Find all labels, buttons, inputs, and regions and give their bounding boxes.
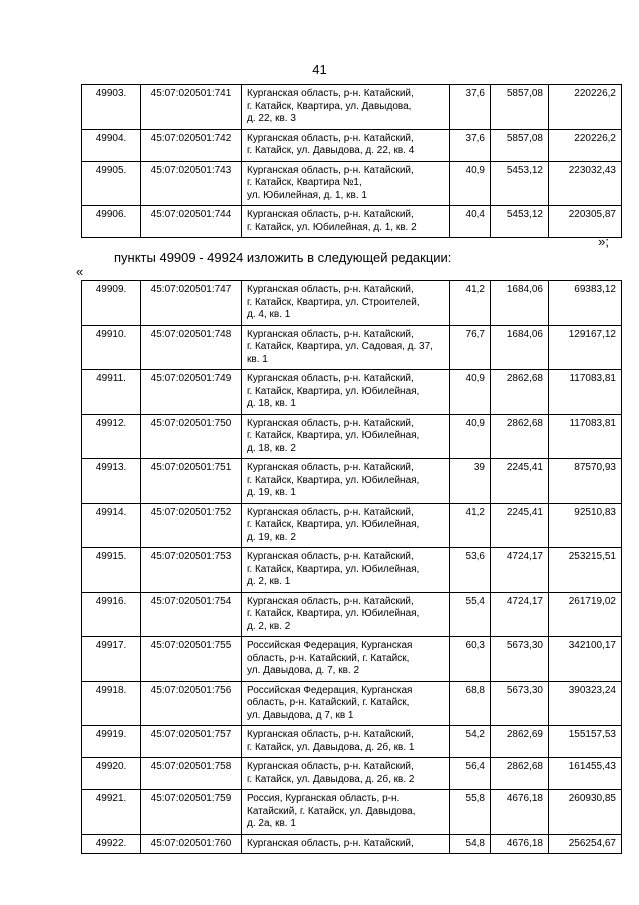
address-line: Россия, Курганская область, р-н. [247, 793, 400, 804]
cadastral-number-cell: 45:07:020501:748 [141, 325, 242, 370]
unit-price-cell: 2245,41 [491, 503, 549, 548]
address-line: Курганская область, р-н. Катайский, [247, 328, 414, 340]
address-line: г. Катайск, ул. Давыдова, д. 2б, кв. 2 [247, 773, 415, 785]
address-line: ул. Давыдова, д 7, кв 1 [247, 709, 354, 721]
area-cell: 37,6 [450, 129, 491, 161]
table-row [82, 834, 622, 854]
cadastral-value-cell: 223032,43 [549, 161, 622, 206]
area-cell: 37,6 [450, 85, 491, 130]
cadastral-number-cell: 45:07:020501:756 [141, 681, 242, 726]
address-line: д. 2а, кв. 1 [247, 818, 296, 829]
address-line: г. Катайск, Квартира, ул. Садовая, д. 37, [247, 341, 433, 352]
address-cell [242, 85, 450, 130]
item-number-cell: 49912. [82, 414, 141, 459]
address-cell [242, 637, 450, 682]
item-number-cell: 49909. [82, 281, 141, 326]
address-line: г. Катайск, Квартира, ул. Давыдова, [247, 100, 412, 112]
table-row [82, 206, 622, 238]
unit-price-cell: 1684,06 [491, 281, 549, 326]
address-line: г. Катайск, Квартира, ул. Юбилейная, [247, 385, 420, 397]
item-number-cell: 49918. [82, 681, 141, 726]
address-cell [242, 758, 450, 790]
table-row [82, 726, 622, 758]
unit-price-cell: 2245,41 [491, 459, 549, 504]
cadastral-number-cell: 45:07:020501:744 [141, 206, 242, 238]
address-line: д. 18, кв. 2 [247, 442, 296, 454]
item-number-cell: 49915. [82, 548, 141, 593]
address-line: Курганская область, р-н. Катайский, [247, 462, 414, 473]
opening-quote: « [76, 264, 84, 279]
area-cell: 40,9 [450, 161, 491, 206]
item-number-cell: 49916. [82, 592, 141, 637]
area-cell: 56,4 [450, 758, 491, 790]
address-cell [242, 459, 450, 504]
cadastral-number-cell: 45:07:020501:758 [141, 758, 242, 790]
address-line: г. Катайск, Квартира №1, [247, 177, 362, 188]
cadastral-value-cell: 220226,2 [549, 129, 622, 161]
table-row [82, 161, 622, 206]
cadastral-value-cell: 161455,43 [549, 758, 622, 790]
address-line: г. Катайск, Квартира, ул. Строителей, [247, 296, 420, 308]
address-cell [242, 325, 450, 370]
address-line: Курганская область, р-н. Катайский, [247, 551, 414, 562]
table-row [82, 758, 622, 790]
area-cell: 60,3 [450, 637, 491, 682]
unit-price-cell: 5857,08 [491, 129, 549, 161]
cadastral-number-cell: 45:07:020501:754 [141, 592, 242, 637]
unit-price-cell: 5857,08 [491, 85, 549, 130]
address-cell [242, 370, 450, 415]
unit-price-cell: 2862,68 [491, 414, 549, 459]
unit-price-cell: 4724,17 [491, 592, 549, 637]
address-line: Курганская область, р-н. Катайский, [247, 88, 414, 99]
area-cell: 54,8 [450, 834, 491, 854]
cadastral-number-cell: 45:07:020501:757 [141, 726, 242, 758]
address-line: Курганская область, р-н. Катайский, [247, 417, 414, 429]
cadastral-value-cell: 220226,2 [549, 85, 622, 130]
address-cell [242, 206, 450, 238]
item-number-cell: 49913. [82, 459, 141, 504]
area-cell: 40,9 [450, 370, 491, 415]
cadastral-number-cell: 45:07:020501:759 [141, 790, 242, 835]
cadastral-number-cell: 45:07:020501:742 [141, 129, 242, 161]
address-line: Курганская область, р-н. Катайский, [247, 729, 414, 740]
area-cell: 55,4 [450, 592, 491, 637]
address-line: г. Катайск, Квартира, ул. Юбилейная, [247, 474, 420, 486]
unit-price-cell: 4724,17 [491, 548, 549, 593]
table-row [82, 790, 622, 835]
cadastral-value-cell: 87570,93 [549, 459, 622, 504]
item-number-cell: 49905. [82, 161, 141, 206]
unit-price-cell: 5453,12 [491, 161, 549, 206]
cadastral-number-cell: 45:07:020501:751 [141, 459, 242, 504]
cadastral-value-cell: 220305,87 [549, 206, 622, 238]
area-cell: 68,8 [450, 681, 491, 726]
address-line: ул. Давыдова, д. 7, кв. 2 [247, 665, 360, 676]
address-line: д. 4, кв. 1 [247, 309, 291, 320]
cadastral-value-cell: 342100,17 [549, 637, 622, 682]
table-row [82, 325, 622, 370]
cadastral-value-cell: 390323,24 [549, 681, 622, 726]
item-number-cell: 49910. [82, 325, 141, 370]
table-row [82, 370, 622, 415]
address-line: Курганская область, р-н. Катайский, [247, 595, 414, 607]
address-line: г. Катайск, Квартира, ул. Юбилейная, [247, 563, 420, 575]
address-line: д. 18, кв. 1 [247, 398, 296, 409]
unit-price-cell: 2862,68 [491, 758, 549, 790]
cadastral-number-cell: 45:07:020501:741 [141, 85, 242, 130]
unit-price-cell: 4676,18 [491, 790, 549, 835]
area-cell: 76,7 [450, 325, 491, 370]
cadastral-number-cell: 45:07:020501:747 [141, 281, 242, 326]
cadastral-value-cell: 129167,12 [549, 325, 622, 370]
table-row [82, 548, 622, 593]
table-row [82, 459, 622, 504]
address-line: д. 19, кв. 1 [247, 487, 296, 498]
area-cell: 41,2 [450, 503, 491, 548]
cadastral-number-cell: 45:07:020501:749 [141, 370, 242, 415]
item-number-cell: 49906. [82, 206, 141, 238]
item-number-cell: 49911. [82, 370, 141, 415]
address-line: г. Катайск, ул. Давыдова, д. 2б, кв. 1 [247, 741, 415, 753]
table-row [82, 503, 622, 548]
table-row [82, 85, 622, 130]
address-cell [242, 414, 450, 459]
item-number-cell: 49920. [82, 758, 141, 790]
unit-price-cell: 5673,30 [491, 681, 549, 726]
cadastral-number-cell: 45:07:020501:753 [141, 548, 242, 593]
address-line: кв. 1 [247, 353, 268, 365]
item-number-cell: 49922. [82, 834, 141, 854]
cadastral-value-cell: 260930,85 [549, 790, 622, 835]
address-line: область, р-н. Катайский, г. Катайск, [247, 652, 410, 664]
address-line: Курганская область, р-н. Катайский, [247, 837, 414, 849]
area-cell: 41,2 [450, 281, 491, 326]
cadastral-value-cell: 117083,81 [549, 414, 622, 459]
address-line: Курганская область, р-н. Катайский, [247, 164, 414, 176]
unit-price-cell: 2862,68 [491, 370, 549, 415]
item-number-cell: 49917. [82, 637, 141, 682]
amendment-instruction: пункты 49909 - 49924 изложить в следующей редакции: [114, 250, 452, 265]
address-line: Курганская область, р-н. Катайский, [247, 761, 414, 772]
cadastral-value-cell: 256254,67 [549, 834, 622, 854]
address-line: г. Катайск, Квартира, ул. Юбилейная, [247, 608, 420, 619]
cadastral-value-cell: 69383,12 [549, 281, 622, 326]
unit-price-cell: 4676,18 [491, 834, 549, 854]
item-number-cell: 49904. [82, 129, 141, 161]
address-line: г. Катайск, Квартира, ул. Юбилейная, [247, 519, 420, 530]
address-cell [242, 592, 450, 637]
address-line: г. Катайск, ул. Давыдова, д. 22, кв. 4 [247, 145, 415, 156]
table-row [82, 592, 622, 637]
address-cell [242, 129, 450, 161]
address-line: Курганская область, р-н. Катайский, [247, 132, 414, 144]
table-row [82, 129, 622, 161]
cadastral-value-cell: 92510,83 [549, 503, 622, 548]
table-body [82, 85, 622, 238]
address-line: Российская Федерация, Курганская [247, 684, 413, 696]
cadastral-number-cell: 45:07:020501:755 [141, 637, 242, 682]
address-cell [242, 790, 450, 835]
cadastral-number-cell: 45:07:020501:743 [141, 161, 242, 206]
table-row [82, 281, 622, 326]
address-line: Российская Федерация, Курганская [247, 640, 413, 651]
property-table-top [81, 84, 622, 238]
table-row [82, 637, 622, 682]
address-cell [242, 503, 450, 548]
cadastral-number-cell: 45:07:020501:752 [141, 503, 242, 548]
area-cell: 40,4 [450, 206, 491, 238]
table-row [82, 681, 622, 726]
address-line: Катайский, г. Катайск, ул. Давыдова, [247, 805, 416, 817]
unit-price-cell: 5453,12 [491, 206, 549, 238]
address-cell [242, 726, 450, 758]
item-number-cell: 49903. [82, 85, 141, 130]
cadastral-value-cell: 155157,53 [549, 726, 622, 758]
address-cell [242, 548, 450, 593]
address-line: г. Катайск, ул. Юбилейная, д. 1, кв. 2 [247, 221, 417, 233]
address-line: область, р-н. Катайский, г. Катайск, [247, 697, 410, 708]
address-line: д. 22, кв. 3 [247, 113, 296, 124]
table-row [82, 414, 622, 459]
area-cell: 54,2 [450, 726, 491, 758]
unit-price-cell: 2862,69 [491, 726, 549, 758]
item-number-cell: 49914. [82, 503, 141, 548]
address-line: Курганская область, р-н. Катайский, [247, 373, 414, 384]
area-cell: 53,6 [450, 548, 491, 593]
area-cell: 55,8 [450, 790, 491, 835]
address-line: д. 19, кв. 2 [247, 531, 296, 543]
item-number-cell: 49921. [82, 790, 141, 835]
cadastral-value-cell: 253215,51 [549, 548, 622, 593]
property-table-bottom [81, 280, 622, 854]
cadastral-value-cell: 261719,02 [549, 592, 622, 637]
address-cell [242, 681, 450, 726]
address-line: д. 2, кв. 1 [247, 576, 291, 587]
area-cell: 39 [450, 459, 491, 504]
cadastral-number-cell: 45:07:020501:760 [141, 834, 242, 854]
address-cell [242, 161, 450, 206]
table-body [82, 281, 622, 854]
unit-price-cell: 5673,30 [491, 637, 549, 682]
address-cell [242, 281, 450, 326]
address-line: ул. Юбилейная, д. 1, кв. 1 [247, 189, 367, 201]
address-line: д. 2, кв. 2 [247, 620, 291, 632]
cadastral-number-cell: 45:07:020501:750 [141, 414, 242, 459]
item-number-cell: 49919. [82, 726, 141, 758]
address-line: г. Катайск, Квартира, ул. Юбилейная, [247, 430, 420, 441]
address-line: Курганская область, р-н. Катайский, [247, 506, 414, 518]
unit-price-cell: 1684,06 [491, 325, 549, 370]
address-line: Курганская область, р-н. Катайский, [247, 284, 414, 295]
cadastral-value-cell: 117083,81 [549, 370, 622, 415]
page-number: 41 [312, 62, 327, 77]
address-cell [242, 834, 450, 854]
closing-quote: »; [598, 234, 609, 249]
area-cell: 40,9 [450, 414, 491, 459]
address-line: Курганская область, р-н. Катайский, [247, 209, 414, 220]
